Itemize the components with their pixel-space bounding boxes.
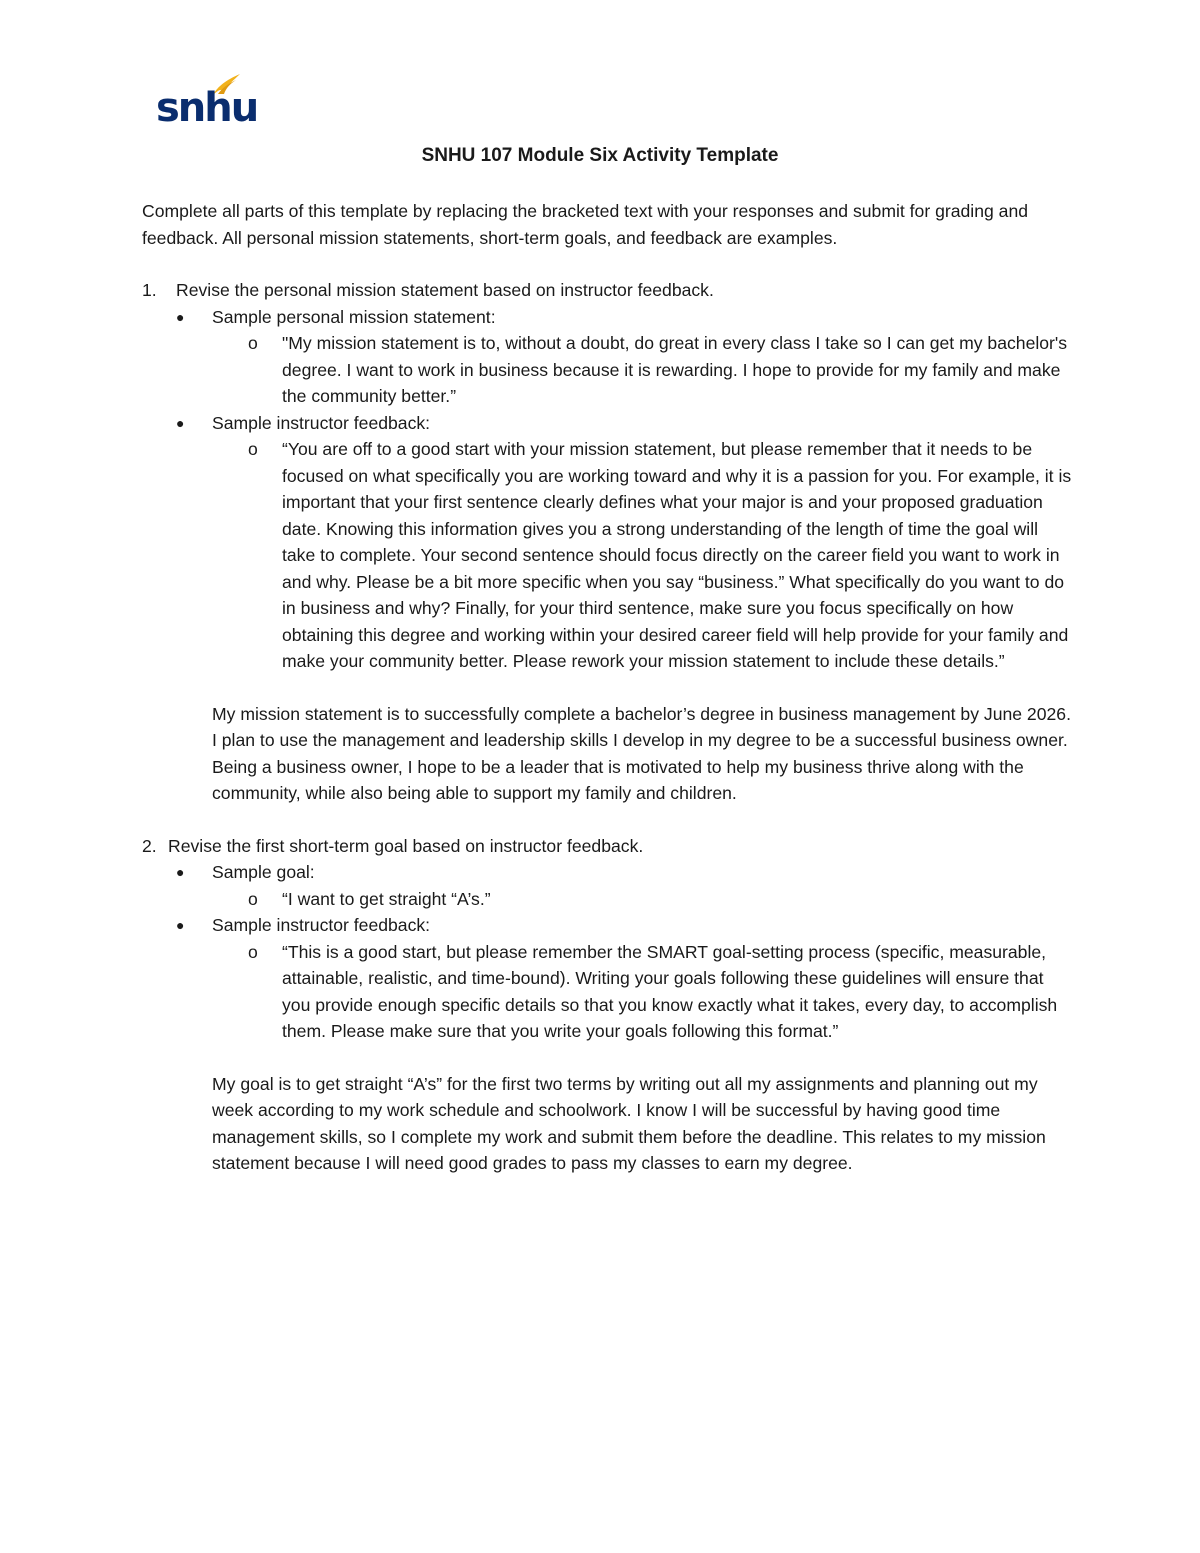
response-paragraph[interactable]: My goal is to get straight “A’s” for the first two terms by writing out all my assignments and planning out my week according to my work schedule and schoolwork. I know I will be successful by having good time management skills, so I complete my work and submit them before the deadline. This relates to my mission statement because I will need good grades to pass my classes to earn my degree.	[212, 1073, 1046, 1173]
snhu-logo	[156, 72, 258, 134]
sample-text: “You are off to a good start with your mission statement, but please remember that it needs to be focused on what specifically you are working toward and why it is a passion for you. For example, it is important that your first sentence clearly defines what your major is and your proposed graduation date. Knowing this information gives you a strong understanding of the length of time the goal will take to complete. Your second sentence should focus directly on the career field you want to work in and why. Please be a bit more specific when you say “business.” What specifically do you want to do in business and why? Finally, for your third sentence, make sure you focus specifically on how obtaining this degree and working within your desired career field will help provide for your family and make your community better. Please rework your mission statement to include these details.”	[282, 439, 1072, 671]
section-heading: Revise the personal mission statement based on instructor feedback.	[176, 280, 714, 300]
sub-list-item	[176, 330, 1072, 410]
sub-list-item	[176, 939, 1072, 1045]
section-number: 2.	[142, 835, 157, 856]
instructions-paragraph: Complete all parts of this template by replacing the bracketed text with your responses and submit for grading and feedback. All personal mission statements, short-term goals, and feedback are examples.	[142, 201, 1029, 248]
sub-bullet-icon: o	[248, 439, 258, 459]
bullet-icon: ●	[176, 414, 185, 431]
list-item	[176, 859, 1072, 886]
bullet-icon: ●	[176, 864, 185, 880]
sub-bullet-icon: o	[248, 941, 258, 962]
bullet-icon: ●	[176, 917, 185, 933]
bullet-label: Sample instructor feedback:	[212, 915, 431, 935]
sub-bullet-icon: o	[248, 333, 258, 353]
sub-bullet-icon: o	[248, 888, 258, 909]
bullet-label: Sample personal mission statement:	[212, 306, 496, 327]
logo-wordmark: snhu	[156, 85, 258, 131]
document-body	[142, 198, 1072, 1177]
list-item	[176, 410, 1072, 437]
document-title: SNHU 107 Module Six Activity Template	[421, 145, 779, 166]
sample-text: “This is a good start, but please remember the SMART goal-setting process (specific, measurable, attainable, realistic, and time-bound). Writing your goals following these guidelines will ensure that you provide enough specific details so that you know exactly what it takes, every day, to accomplish them. Please make sure that you write your goals following this format.”	[282, 941, 1058, 1041]
bullet-label: Sample goal:	[212, 862, 315, 882]
sub-list-item	[176, 886, 1072, 913]
section-1	[142, 277, 1072, 304]
sample-text: "My mission statement is to, without a doubt, do great in every class I take so I can get my bachelor's degree. I want to work in business because it is rewarding. I hope to provide for my family and make the community better.”	[282, 333, 1068, 406]
section-number: 1.	[142, 280, 157, 300]
sub-list-item	[176, 436, 1072, 675]
bullet-label: Sample instructor feedback:	[212, 412, 431, 433]
section-2	[142, 833, 1072, 860]
list-item	[176, 912, 1072, 939]
section-heading: Revise the first short-term goal based on instructor feedback.	[168, 835, 644, 856]
list-item	[176, 304, 1072, 331]
bullet-icon: ●	[176, 308, 185, 325]
sample-text: “I want to get straight “A’s.”	[282, 888, 491, 909]
response-paragraph[interactable]: My mission statement is to successfully complete a bachelor’s degree in business management by June 2026. I plan to use the management and leadership skills I develop in my degree to be a successful business owner. Being a business owner, I hope to be a leader that is motivated to help my business thrive along with the community, while also being able to support my family and children.	[212, 703, 1071, 803]
